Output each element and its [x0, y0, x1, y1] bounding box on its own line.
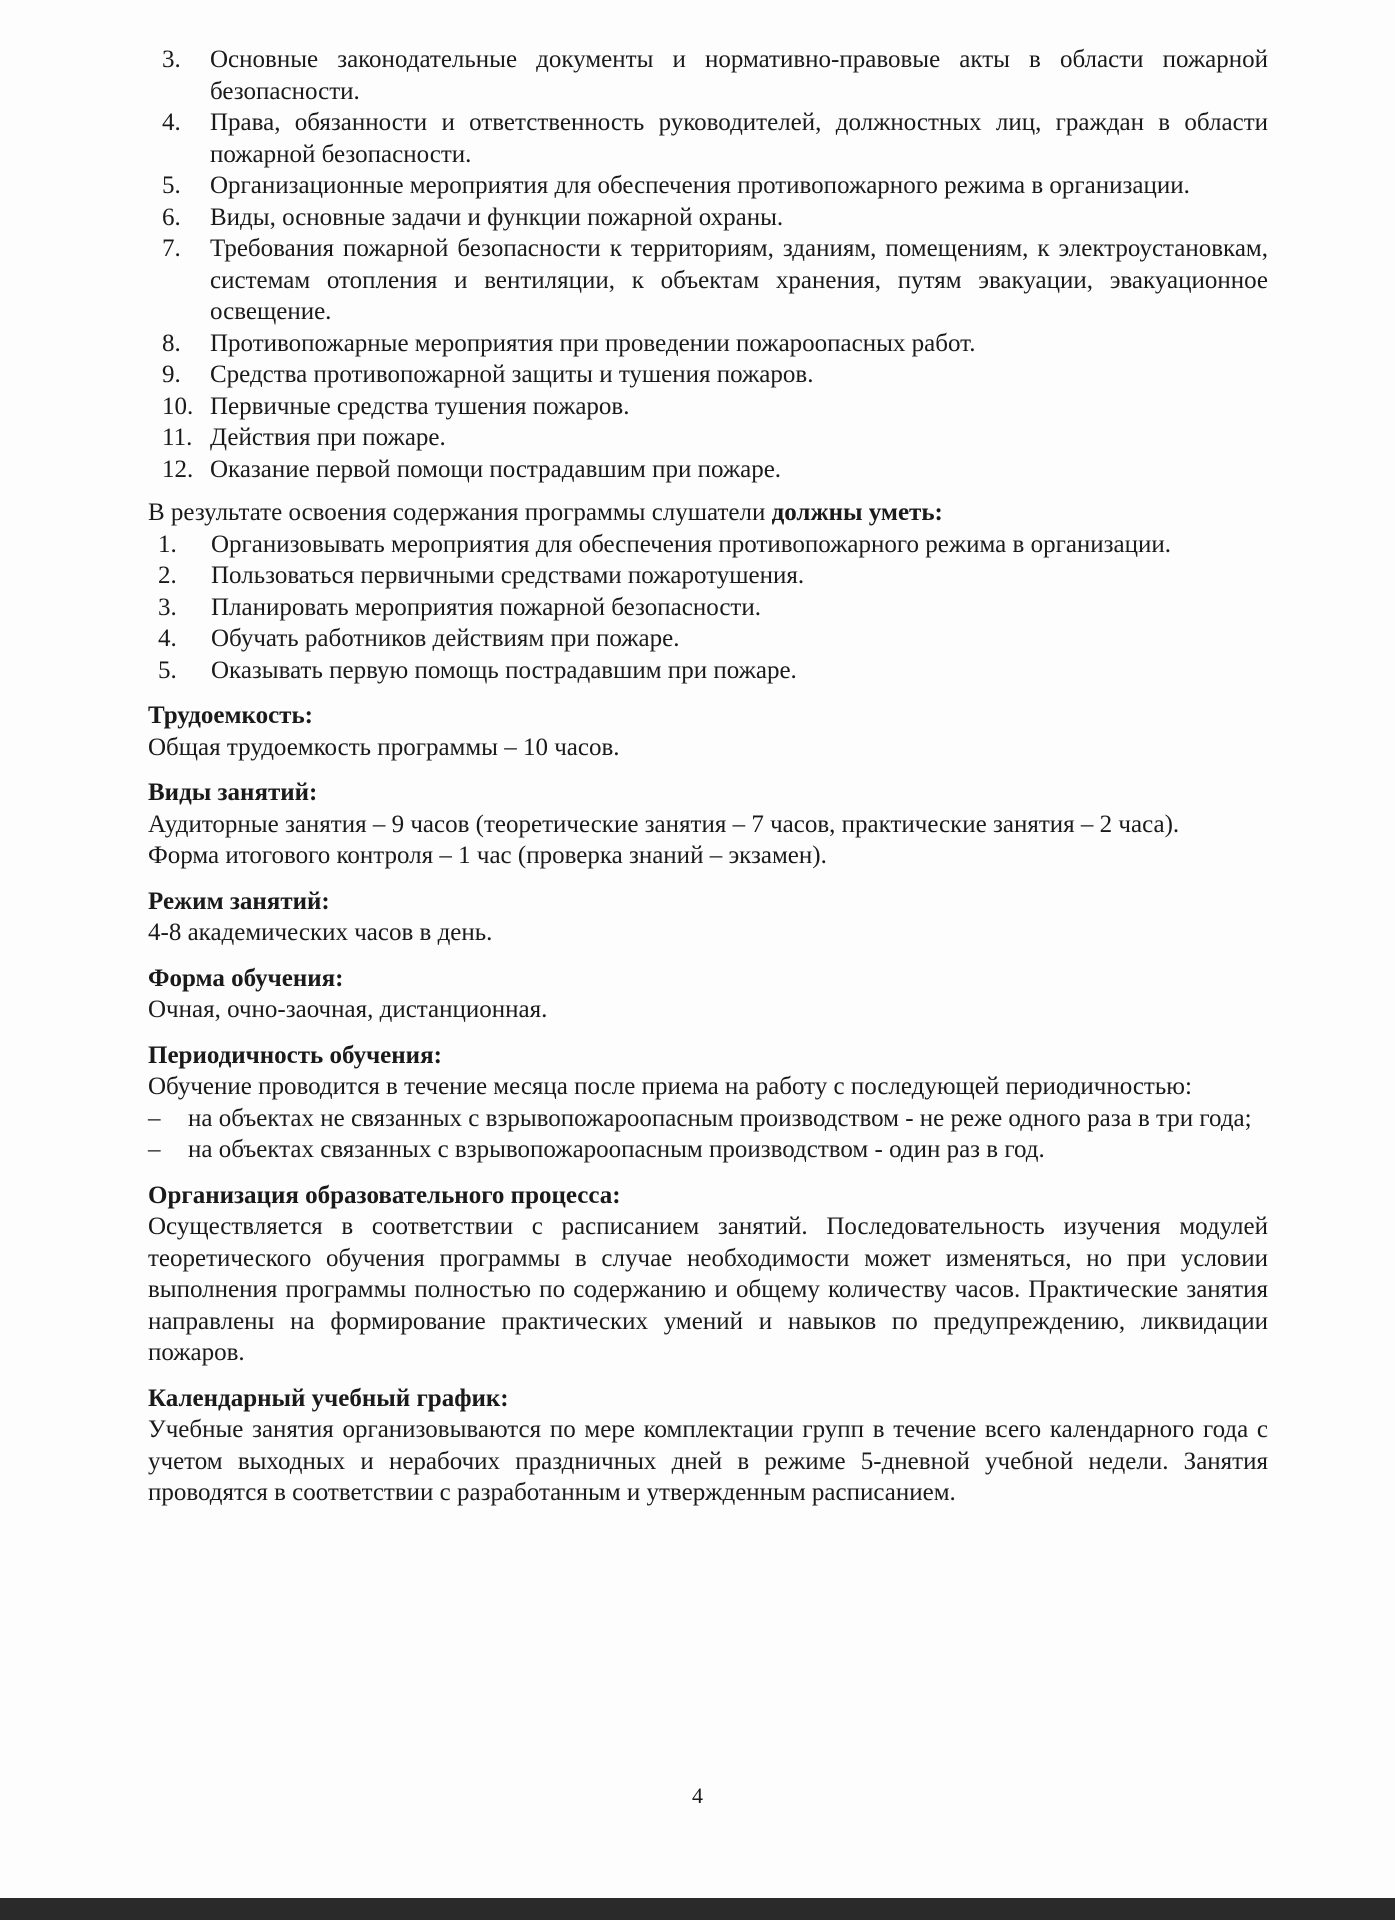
organization-section	[148, 1180, 1268, 1369]
list-text: Оказание первой помощи пострадавшим при пожаре.	[210, 455, 782, 483]
list-item	[148, 391, 1268, 423]
list-item	[148, 560, 1268, 592]
section-text: Осуществляется в соответствии с расписанием занятий. Последовательность изучения модулей теоретического обучения программы в случае необходимости может изменяться, но при условии выполнения программы полностью по содержанию и общему количеству часов. Практические занятия направлены на формирование практических умений и навыков по предупреждению, ликвидации пожаров.	[148, 1213, 1268, 1366]
section-text: Обучение проводится в течение месяца после приема на работу с последующей периодичностью:	[148, 1073, 1192, 1100]
scan-bottom-edge	[0, 1898, 1395, 1920]
list-item	[148, 170, 1268, 202]
list-number: 10.	[162, 392, 194, 420]
list-text: Виды, основные задачи и функции пожарной охраны.	[210, 203, 784, 231]
list-item	[148, 454, 1268, 486]
list-item	[148, 202, 1268, 234]
list-text: Оказывать первую помощь пострадавшим при пожаре.	[211, 656, 797, 684]
page-number: 4	[692, 1783, 703, 1808]
list-number: 12.	[162, 455, 194, 483]
calendar-section	[148, 1383, 1268, 1509]
list-item	[148, 529, 1268, 561]
list-text: на объектах не связанных с взрывопожароопасным производством - не реже одного раза в три года;	[188, 1104, 1252, 1132]
list-text: Организационные мероприятия для обеспечения противопожарного режима в организации.	[210, 172, 1190, 199]
list-item	[148, 422, 1268, 454]
list-number: 3.	[158, 593, 177, 621]
list-item	[148, 359, 1268, 391]
list-item	[148, 1134, 1268, 1166]
periodicity-list	[148, 1103, 1268, 1166]
list-text: Противопожарные мероприятия при проведении пожароопасных работ.	[210, 329, 976, 357]
list-number: 9.	[162, 361, 181, 388]
schedule-mode-section	[148, 886, 1268, 949]
list-number: 3.	[162, 46, 181, 73]
list-text: на объектах связанных с взрывопожароопасным производством - один раз в год.	[188, 1136, 1045, 1163]
list-text: Организовывать мероприятия для обеспечения противопожарного режима в организации.	[211, 530, 1172, 558]
list-item	[148, 1103, 1268, 1135]
section-text: Общая трудоемкость программы – 10 часов.	[148, 733, 620, 761]
list-number: 8.	[162, 329, 181, 357]
section-text: Учебные занятия организовываются по мере комплектации групп в течение всего календарного года с учетом выходных и нерабочих праздничных дней в режиме 5-дневной учебной недели. Занятия проводятся в соответствии с разработанным и утвержденным расписанием.	[148, 1416, 1268, 1506]
knowledge-list	[148, 44, 1268, 485]
list-text: Первичные средства тушения пожаров.	[210, 392, 630, 420]
list-number: 2.	[158, 562, 177, 589]
list-number: 5.	[162, 172, 181, 199]
skills-intro	[148, 497, 1268, 529]
page-content	[148, 44, 1268, 1509]
list-item	[148, 44, 1268, 107]
list-text: Пользоваться первичными средствами пожаротушения.	[211, 562, 805, 589]
dash-marker: –	[148, 1104, 161, 1132]
section-text: 4-8 академических часов в день.	[148, 919, 493, 946]
list-item	[148, 623, 1268, 655]
periodicity-section	[148, 1040, 1268, 1166]
section-heading: Трудоемкость:	[148, 702, 313, 729]
list-text: Средства противопожарной защиты и тушения пожаров.	[210, 361, 814, 388]
section-heading: Форма обучения:	[148, 964, 344, 992]
list-number: 5.	[158, 656, 177, 684]
section-text: Очная, очно-заочная, дистанционная.	[148, 996, 548, 1023]
section-heading: Режим занятий:	[148, 887, 330, 915]
list-item	[148, 592, 1268, 624]
list-text: Планировать мероприятия пожарной безопасности.	[211, 593, 761, 621]
list-number: 11.	[162, 424, 193, 451]
list-number: 4.	[162, 109, 181, 136]
list-text: Права, обязанности и ответственность руководителей, должностных лиц, граждан в области пожарной безопасности.	[210, 109, 1268, 168]
skills-intro-text: В результате освоения содержания программы слушатели	[148, 499, 772, 526]
list-item	[148, 328, 1268, 360]
lesson-types-section	[148, 777, 1268, 872]
list-text: Основные законодательные документы и нормативно-правовые акты в области пожарной безопасности.	[210, 46, 1268, 105]
section-heading: Организация образовательного процесса:	[148, 1181, 621, 1209]
list-text: Обучать работников действиям при пожаре.	[211, 625, 680, 652]
section-text: Форма итогового контроля – 1 час (проверка знаний – экзамен).	[148, 842, 827, 869]
list-text: Действия при пожаре.	[210, 424, 446, 451]
list-number: 6.	[162, 203, 181, 231]
list-item	[148, 655, 1268, 687]
section-heading: Периодичность обучения:	[148, 1041, 442, 1069]
list-number: 1.	[158, 530, 177, 558]
section-heading: Виды занятий:	[148, 779, 318, 806]
section-text: Аудиторные занятия – 9 часов (теоретические занятия – 7 часов, практические занятия – 2 часа).	[148, 810, 1180, 838]
list-text: Требования пожарной безопасности к территориям, зданиям, помещениям, к электроустановкам, системам отопления и вентиляции, к объектам хранения, путям эвакуации, эвакуационное освещение.	[210, 235, 1268, 325]
list-item	[148, 233, 1268, 328]
skills-intro-bold: должны уметь:	[771, 499, 943, 526]
dash-marker: –	[148, 1136, 161, 1163]
study-form-section	[148, 963, 1268, 1026]
labor-section	[148, 700, 1268, 763]
skills-list	[148, 529, 1268, 687]
list-number: 4.	[158, 625, 177, 652]
list-number: 7.	[162, 235, 181, 262]
section-heading: Календарный учебный график:	[148, 1384, 509, 1412]
list-item	[148, 107, 1268, 170]
